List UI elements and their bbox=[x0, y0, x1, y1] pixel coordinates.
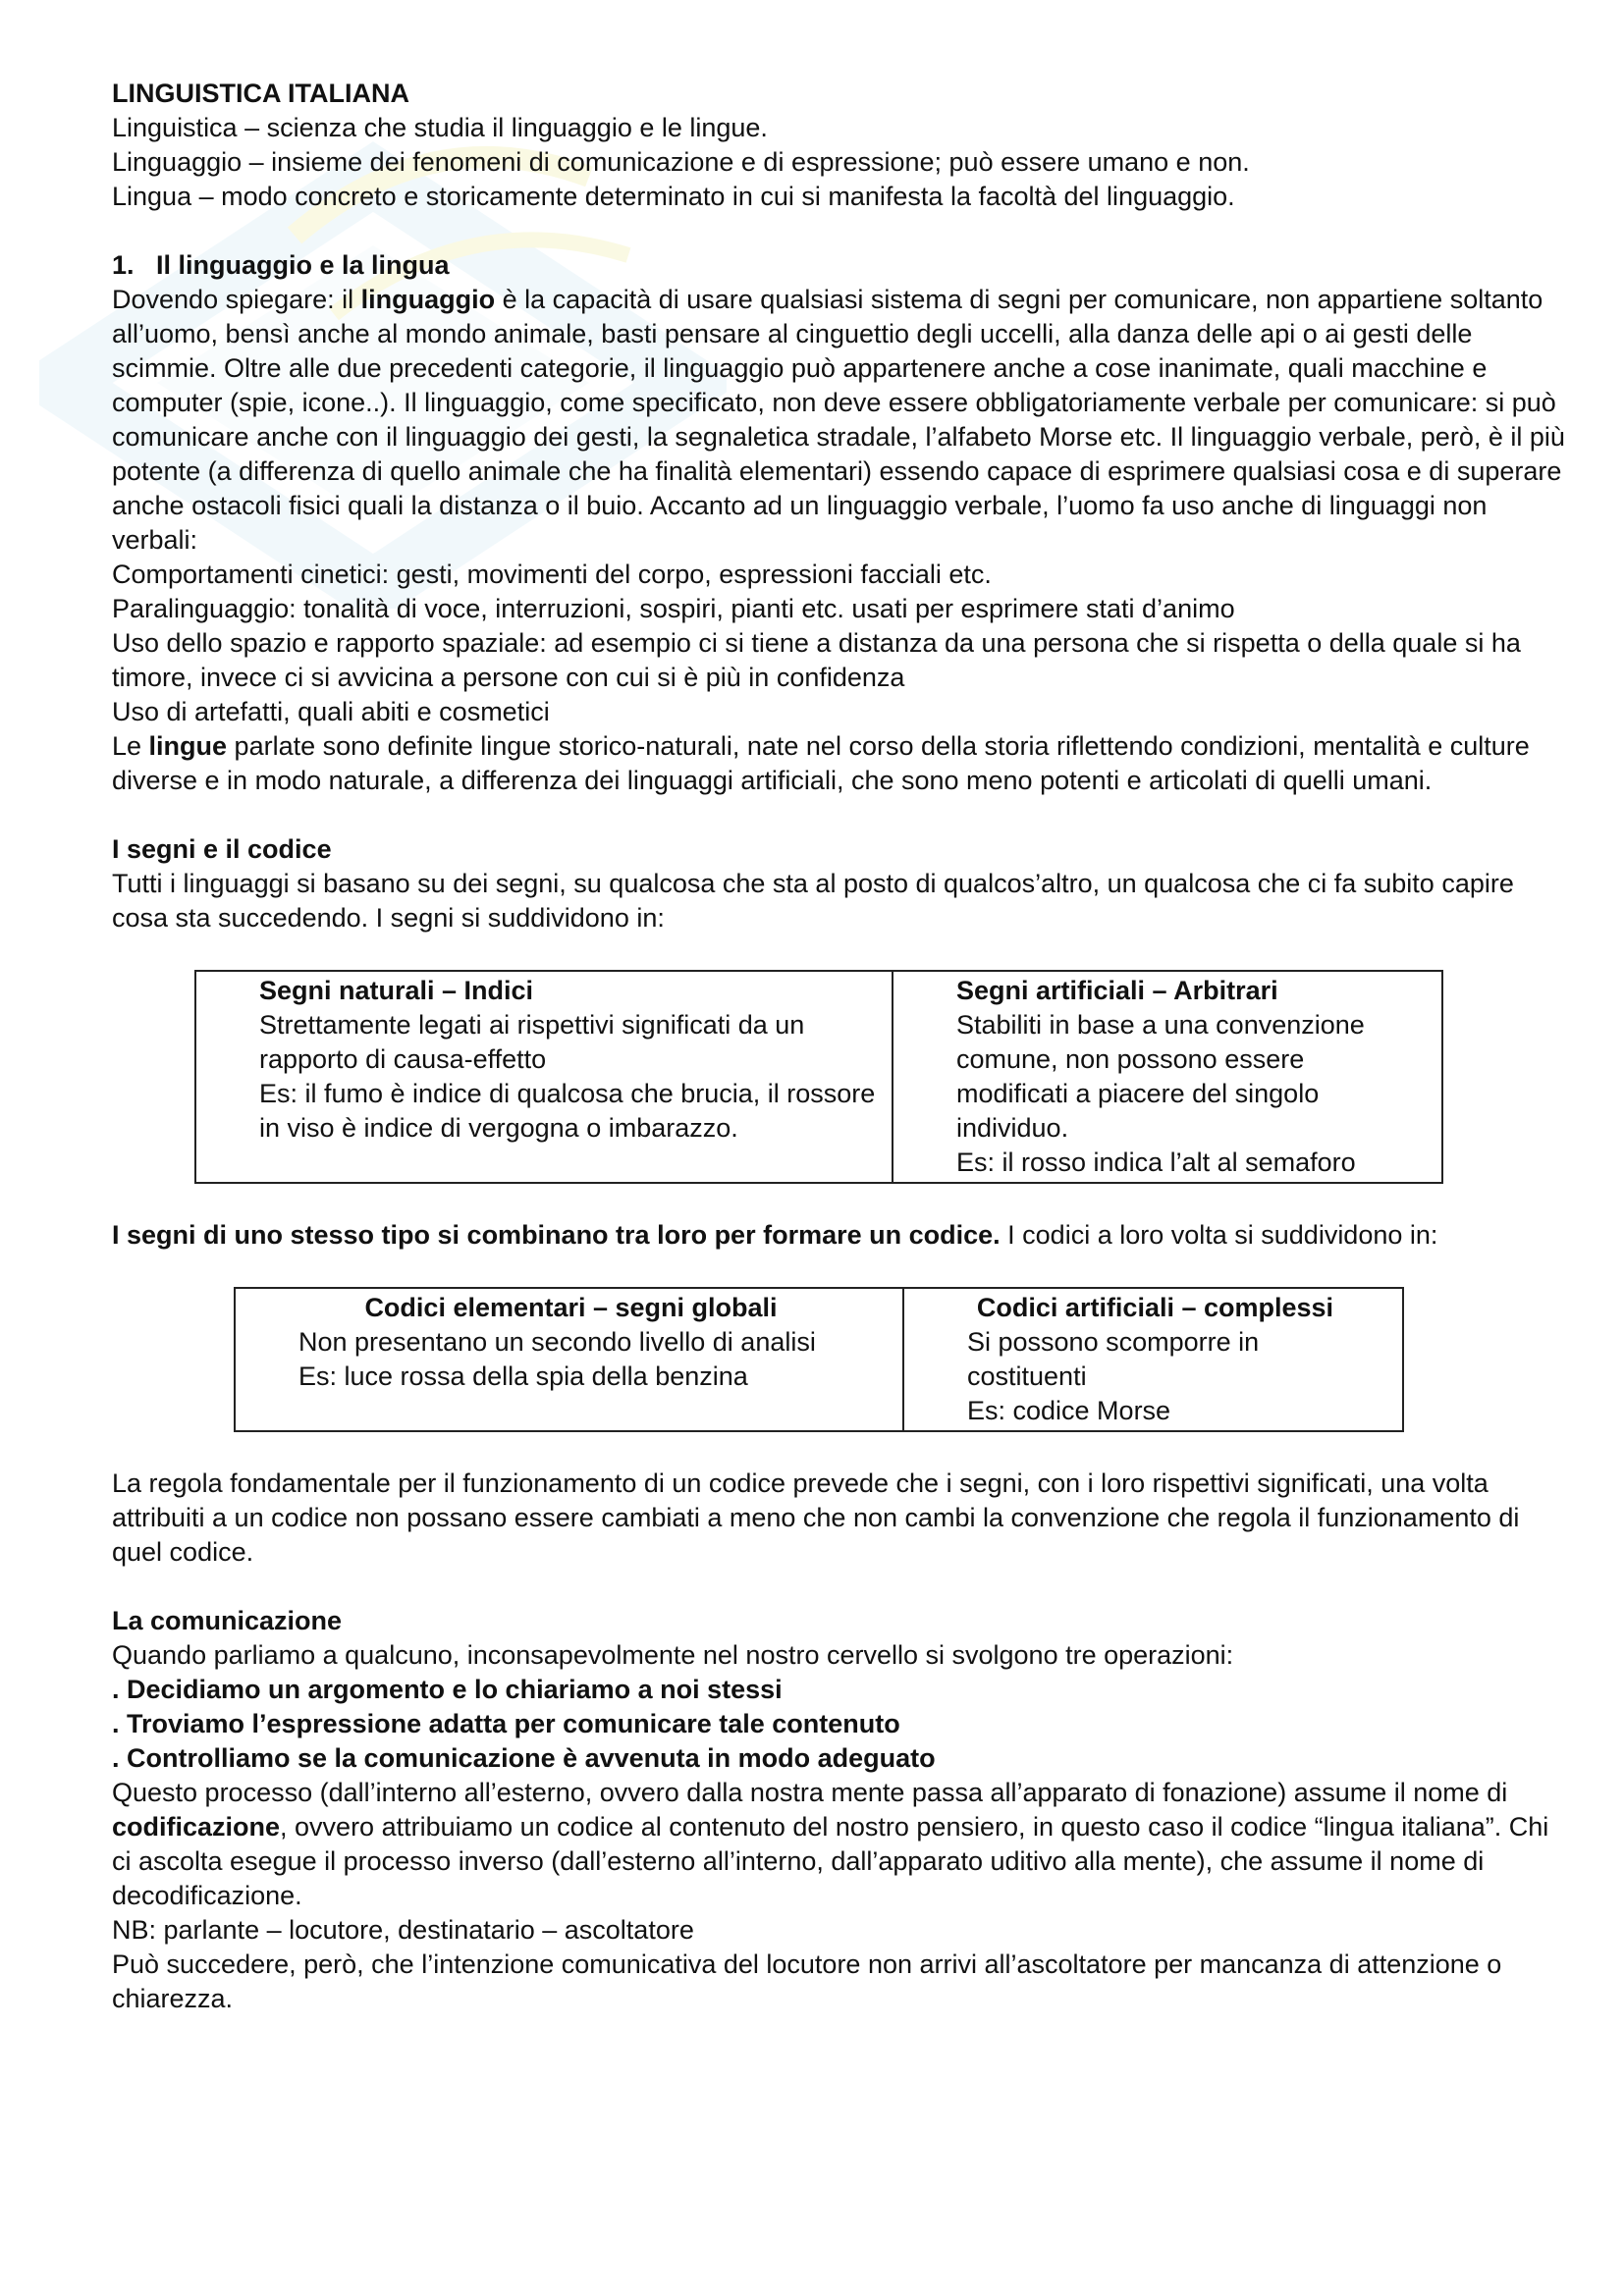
intro-lingua: Lingua – modo concreto e storicamente determinato in cui si manifesta la facoltà del linguaggio. bbox=[112, 182, 1235, 211]
intro-linguistica: Linguistica – scienza che studia il linguaggio e le lingue. bbox=[112, 113, 768, 142]
paragraph-comunicazione: Quando parliamo a qualcuno, inconsapevolmente nel nostro cervello si svolgono tre operazioni: bbox=[112, 1640, 1234, 1670]
paragraph-linguaggio: Dovendo spiegare: il linguaggio è la capacità di usare qualsiasi sistema di segni per comunicare, non appartiene soltanto all’uomo, bensì anche al mondo animale, basti pensare al cinguettio degli uccelli, alla danza delle api o ai gesti delle scimmie. Oltre alle due precedenti categorie, il linguaggio può appartenere anche a cose inanimate, quali macchine e computer (spie, icone..). Il linguaggio, come specificato, non deve essere obbligatoriamente verbale per comunicare: si può comunicare anche con il linguaggio dei gesti, la segnaletica stradale, l’alfabeto Morse etc. Il linguaggio verbale, però, è il più potente (a differenza di quello animale che ha finalità elementari) essendo capace di esprimere qualsiasi cosa e di superare anche ostacoli fisici quali la distanza o il buio. Accanto ad un linguaggio verbale, l’uomo fa uso anche di linguaggi non verbali: bbox=[112, 285, 1565, 555]
intro-linguaggio: Linguaggio – insieme dei fenomeni di comunicazione e di espressione; può essere umano e non. bbox=[112, 147, 1250, 177]
paragraph-intenzione: Può succedere, però, che l’intenzione comunicativa del locutore non arrivi all’ascoltatore per mancanza di attenzione o chiarezza. bbox=[112, 1949, 1502, 2013]
list-item: Comportamenti cinetici: gesti, movimenti del corpo, espressioni facciali etc. bbox=[112, 560, 992, 589]
table-cell-segni-naturali: Segni naturali – Indici Strettamente legati ai rispettivi significati da un rapporto di causa-effetto Es: il fumo è indice di qualcosa che brucia, il rossore in viso è indice di vergogna o imbarazzo. bbox=[195, 971, 893, 1183]
list-item: Paralinguaggio: tonalità di voce, interruzioni, sospiri, pianti etc. usati per esprimere stati d’animo bbox=[112, 594, 1235, 623]
table-segni bbox=[194, 970, 1443, 1184]
section-heading-linguaggio: 1. Il linguaggio e la lingua bbox=[112, 250, 450, 280]
list-item: . Troviamo l’espressione adatta per comunicare tale contenuto bbox=[112, 1709, 900, 1738]
table-cell-codici-artificiali: Codici artificiali – complessi Si possono scomporre in costituenti Es: codice Morse bbox=[903, 1288, 1403, 1431]
section-heading-segni: I segni e il codice bbox=[112, 834, 332, 864]
table-codici bbox=[234, 1287, 1404, 1432]
document-title: LINGUISTICA ITALIANA bbox=[112, 79, 409, 108]
paragraph-codificazione: Questo processo (dall’interno all’esterno, ovvero dalla nostra mente passa all’apparato di fonazione) assume il nome di codificazione, ovvero attribuiamo un codice al contenuto del nostro pensiero, in questo caso il codice “lingua italiana”. Chi ci ascolta esegue il processo inverso (dall’esterno all’interno, dall’apparato uditivo alla mente), che assume il nome di decodificazione. bbox=[112, 1778, 1549, 1910]
list-item: . Decidiamo un argomento e lo chiariamo a noi stessi bbox=[112, 1675, 783, 1704]
document-page bbox=[112, 77, 1575, 2016]
paragraph-codice: I segni di uno stesso tipo si combinano tra loro per formare un codice. I codici a loro volta si suddividono in: bbox=[112, 1220, 1438, 1250]
list-item: . Controlliamo se la comunicazione è avvenuta in modo adeguato bbox=[112, 1743, 936, 1773]
list-item: Uso di artefatti, quali abiti e cosmetici bbox=[112, 697, 550, 726]
paragraph-regola: La regola fondamentale per il funzionamento di un codice prevede che i segni, con i loro rispettivi significati, una volta attribuiti a un codice non possano essere cambiati a meno che non cambi la convenzione che regola il funzionamento di quel codice. bbox=[112, 1468, 1520, 1567]
table-cell-codici-elementari: Codici elementari – segni globali Non presentano un secondo livello di analisi Es: luce rossa della spia della benzina bbox=[235, 1288, 903, 1431]
section-heading-comunicazione: La comunicazione bbox=[112, 1606, 343, 1635]
paragraph-nb: NB: parlante – locutore, destinatario – ascoltatore bbox=[112, 1915, 694, 1945]
paragraph-lingue: Le lingue parlate sono definite lingue storico-naturali, nate nel corso della storia riflettendo condizioni, mentalità e culture diverse e in modo naturale, a differenza dei linguaggi artificiali, che sono meno potenti e articolati di quelli umani. bbox=[112, 731, 1530, 795]
table-cell-segni-artificiali: Segni artificiali – Arbitrari Stabiliti in base a una convenzione comune, non possono essere modificati a piacere del singolo individuo. Es: il rosso indica l’alt al semaforo bbox=[893, 971, 1442, 1183]
paragraph-segni: Tutti i linguaggi si basano su dei segni, su qualcosa che sta al posto di qualcos’altro, un qualcosa che ci fa subito capire cosa sta succedendo. I segni si suddividono in: bbox=[112, 869, 1514, 933]
list-item: Uso dello spazio e rapporto spaziale: ad esempio ci si tiene a distanza da una persona che si rispetta o della quale si ha timore, invece ci si avvicina a persone con cui si è più in confidenza bbox=[112, 628, 1521, 692]
